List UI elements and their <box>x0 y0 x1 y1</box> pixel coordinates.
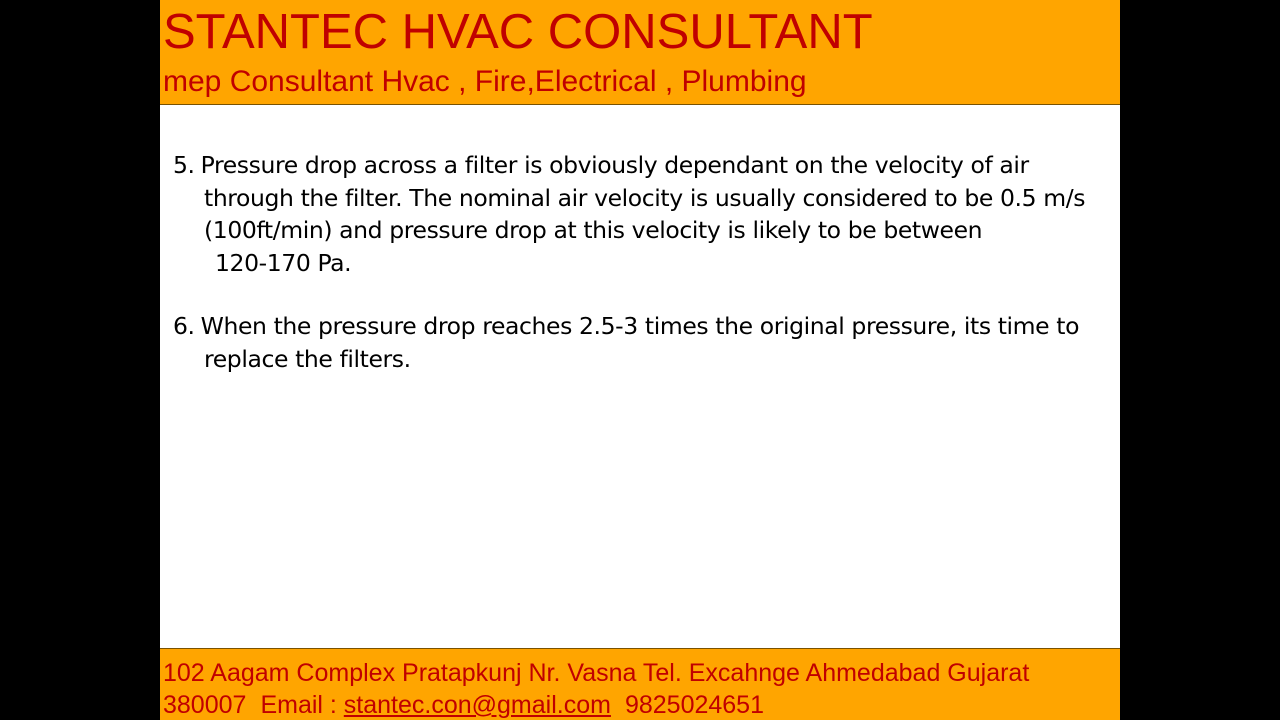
point-text: When the pressure drop reaches 2.5-3 times the original pressure, its time to <box>200 312 1080 340</box>
header-band <box>160 0 1120 105</box>
point-line <box>173 310 1079 343</box>
point-number: 5. <box>173 151 195 179</box>
list-item-point-6 <box>173 310 1079 375</box>
page-subtitle: mep Consultant Hvac , Fire,Electrical , Plumbing <box>163 65 807 98</box>
footer-phone: 9825024651 <box>624 691 764 719</box>
email-link[interactable]: stantec.con@gmail.com <box>343 691 611 719</box>
slide-content <box>160 104 1120 648</box>
point-text: Pressure drop across a filter is obviously dependant on the velocity of air <box>200 151 1029 179</box>
point-line: 120-170 Pa. <box>215 248 352 277</box>
page-title: STANTEC HVAC CONSULTANT <box>163 5 873 59</box>
point-line: (100ft/min) and pressure drop at this velocity is likely to be between <box>204 216 983 244</box>
footer-contact <box>163 690 764 720</box>
slide <box>160 0 1120 720</box>
footer-email-label: Email : <box>260 691 337 719</box>
list-item-point-5 <box>173 149 1085 279</box>
footer-band <box>160 648 1120 720</box>
point-number: 6. <box>173 312 195 340</box>
footer-postcode: 380007 <box>163 691 247 719</box>
point-line: replace the filters. <box>204 344 411 373</box>
footer-address: 102 Aagam Complex Pratapkunj Nr. Vasna Tel. Excahnge Ahmedabad Gujarat <box>163 659 1030 687</box>
point-line: through the filter. The nominal air velocity is usually considered to be 0.5 m/s <box>204 183 1086 212</box>
point-line <box>173 149 1085 182</box>
